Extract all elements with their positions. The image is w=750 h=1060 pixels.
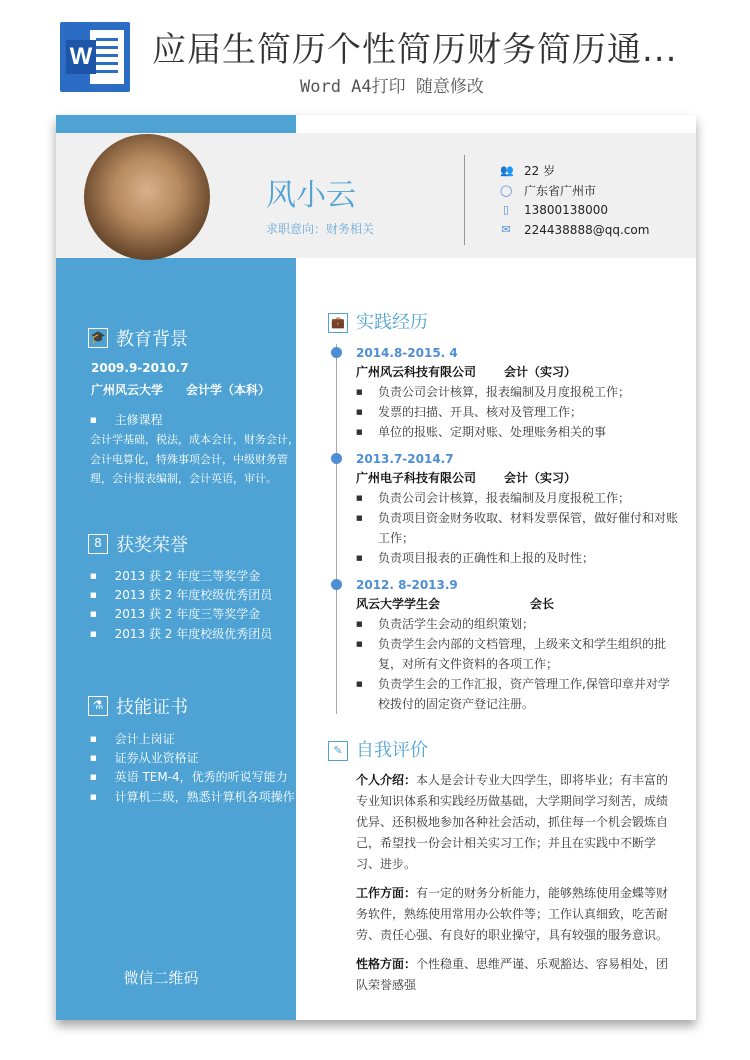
skill-text: ■ 计算机二级，熟悉计算机各项操作 (114, 790, 295, 804)
skill-item (90, 731, 175, 747)
education-major: 会计学（本科） (186, 383, 271, 397)
bullet: ■ 负责学生会的工作汇报，资产管理工作,保管印章并对学校拨付的固定资产登记注册。 (356, 674, 681, 714)
bullet: ■ 负责项目报表的正确性和上报的及时性； (356, 548, 681, 568)
bullet: ■ 单位的报账、定期对账、处理账务相关的事 (356, 422, 681, 442)
self-eval-label: 个人介绍： (356, 773, 417, 787)
bullet-text: 负责活学生会动的组织策划； (378, 617, 535, 631)
bullet-text: 负责学生会内部的文档管理，上级来文和学生组织的批复，对所有文件资料的各项工作； (378, 637, 667, 671)
exp-org: 广州风云科技有限公司 (356, 365, 477, 379)
briefcase-icon: 💼 (328, 313, 348, 333)
edit-icon: ✎ (328, 741, 348, 761)
wechat-qr-label: 微信二维码 (123, 969, 199, 987)
self-eval-title: 自我评价 (356, 740, 428, 761)
award-text: ■ 2013 获 2 年度校级优秀团员 (114, 588, 273, 602)
skill-item (90, 789, 295, 805)
skill-item (90, 769, 288, 785)
bullet-text: 负责公司会计核算，报表编制及月度报税工作； (378, 491, 631, 505)
self-eval-heading (328, 740, 680, 762)
skills-heading (88, 693, 188, 719)
flask-icon: ⚗ (88, 696, 108, 716)
medal-icon: 8 (88, 534, 108, 554)
bullet-text: 负责公司会计核算，报表编制及月度报税工作； (378, 385, 631, 399)
document-title: 应届生简历个性简历财务简历通... (152, 30, 678, 70)
education-heading (88, 325, 188, 351)
self-eval-item (356, 883, 674, 946)
skill-text: ■ 会计上岗证 (114, 732, 175, 746)
candidate-name: 风小云 (266, 178, 356, 213)
courses-list (90, 430, 299, 489)
award-item (90, 587, 272, 603)
courses-line: 会计电算化，特殊事项会计，中级财务管 (90, 452, 288, 466)
self-eval-text: 个性稳重、思维严谨、乐观豁达、容易相处，团队荣誉感强 (356, 957, 669, 992)
location-pin-icon: ◯ (500, 184, 513, 197)
experience-heading (328, 312, 680, 334)
job-intent: 求职意向：财务相关 (266, 222, 375, 236)
timeline-dot (331, 453, 342, 464)
timeline-dot (331, 347, 342, 358)
word-letter: W (66, 40, 96, 74)
phone-icon: ▯ (502, 203, 510, 216)
self-eval-section (328, 740, 680, 996)
self-eval-label: 性格方面： (356, 957, 417, 971)
education-title: 教育背景 (116, 329, 188, 350)
mail-icon: ✉ (501, 223, 511, 236)
skill-text: ■ 英语 TEM-4，优秀的听说写能力 (114, 770, 288, 784)
age: 22 岁 (524, 164, 556, 178)
exp-role: 会计（实习） (504, 471, 577, 485)
user-icon: 👥 (500, 164, 514, 177)
bullet: ■ 负责公司会计核算，报表编制及月度报税工作； (356, 488, 681, 508)
skill-text: ■ 证券从业资格证 (114, 751, 199, 765)
skills-title: 技能证书 (116, 697, 188, 718)
courses-label-text: ■ 主修课程 (114, 413, 163, 427)
self-eval-text: 本人是会计专业大四学生，即将毕业；有丰富的专业知识体系和实践经历做基础，大学期间学习刻苦，成绩优异、还积极地参加各种社会活动，抓住每一个机会锻炼自己，希望找一份会计相关实习工作；并且在实践中不断学习、进步。 (356, 773, 669, 871)
info-location (500, 184, 596, 198)
exp-role: 会计（实习） (504, 365, 577, 379)
exp-role: 会长 (530, 597, 555, 611)
phone: 13800138000 (524, 203, 608, 217)
bullet-text: 单位的报账、定期对账、处理账务相关的事 (378, 425, 607, 439)
award-item (90, 568, 260, 584)
self-eval-text: 有一定的财务分析能力，能够熟练使用金蝶等财务软件，熟练使用常用办公软件等；工作认真细致，吃苦耐劳、责任心强、有良好的职业操守，具有较强的服务意识。 (356, 886, 669, 942)
award-text: ■ 2013 获 2 年度三等奖学金 (114, 569, 261, 583)
bullet: ■ 发票的扫描、开具、核对及管理工作； (356, 402, 681, 422)
profile-photo (84, 134, 210, 260)
experience-entry (356, 576, 680, 714)
bullet: ■ 负责活学生会动的组织策划； (356, 614, 681, 634)
bullet: ■ 负责公司会计核算，报表编制及月度报税工作； (356, 382, 681, 402)
courses-line: 会计学基础，税法，成本会计，财务会计， (90, 433, 299, 446)
exp-period: 2014.8-2015. 4 (356, 346, 458, 360)
experience-entry (356, 344, 680, 442)
skill-item (90, 750, 199, 766)
info-age (500, 164, 555, 178)
bullet-text: 负责项目报表的正确性和上报的及时性； (378, 551, 595, 565)
location: 广东省广州市 (524, 184, 597, 198)
graduation-cap-icon: 🎓 (88, 328, 108, 348)
awards-heading (88, 531, 188, 557)
self-eval-item (356, 954, 674, 996)
self-eval-item (356, 770, 674, 875)
exp-org: 风云大学学生会 (356, 597, 441, 611)
bullet-text: 负责项目资金财务收取、材料发票保管，做好催付和对账工作； (378, 511, 679, 545)
document-subtitle: Word A4打印 随意修改 (300, 77, 484, 97)
timeline (336, 344, 680, 714)
awards-title: 获奖荣誉 (116, 535, 188, 556)
bullet: ■ 负责项目资金财务收取、材料发票保管，做好催付和对账工作； (356, 508, 681, 548)
education-period: 2009.9-2010.7 (91, 361, 189, 375)
award-item (90, 626, 272, 642)
experience-entry (356, 450, 680, 568)
exp-period: 2012. 8-2013.9 (356, 578, 458, 592)
courses-label (90, 412, 163, 428)
email: 224438888@qq.com (524, 223, 650, 237)
word-icon (60, 22, 130, 92)
info-email (500, 223, 649, 237)
award-text: ■ 2013 获 2 年度三等奖学金 (114, 607, 261, 621)
experience-title: 实践经历 (356, 312, 428, 333)
award-text: ■ 2013 获 2 年度校级优秀团员 (114, 627, 273, 641)
bullet-text: 负责学生会的工作汇报，资产管理工作,保管印章并对学校拨付的固定资产登记注册。 (378, 677, 670, 711)
self-eval-label: 工作方面： (356, 886, 417, 900)
divider (464, 155, 465, 245)
timeline-dot (331, 579, 342, 590)
exp-period: 2013.7-2014.7 (356, 452, 454, 466)
courses-line: 理，会计报表编制，会计英语，审计。 (90, 472, 277, 485)
education-school: 广州风云大学 (91, 383, 164, 397)
info-phone (500, 203, 608, 217)
right-column (328, 312, 680, 996)
exp-org: 广州电子科技有限公司 (356, 471, 477, 485)
award-item (90, 606, 260, 622)
bullet-text: 发票的扫描、开具、核对及管理工作； (378, 405, 583, 419)
bullet: ■ 负责学生会内部的文档管理，上级来文和学生组织的批复，对所有文件资料的各项工作； (356, 634, 681, 674)
